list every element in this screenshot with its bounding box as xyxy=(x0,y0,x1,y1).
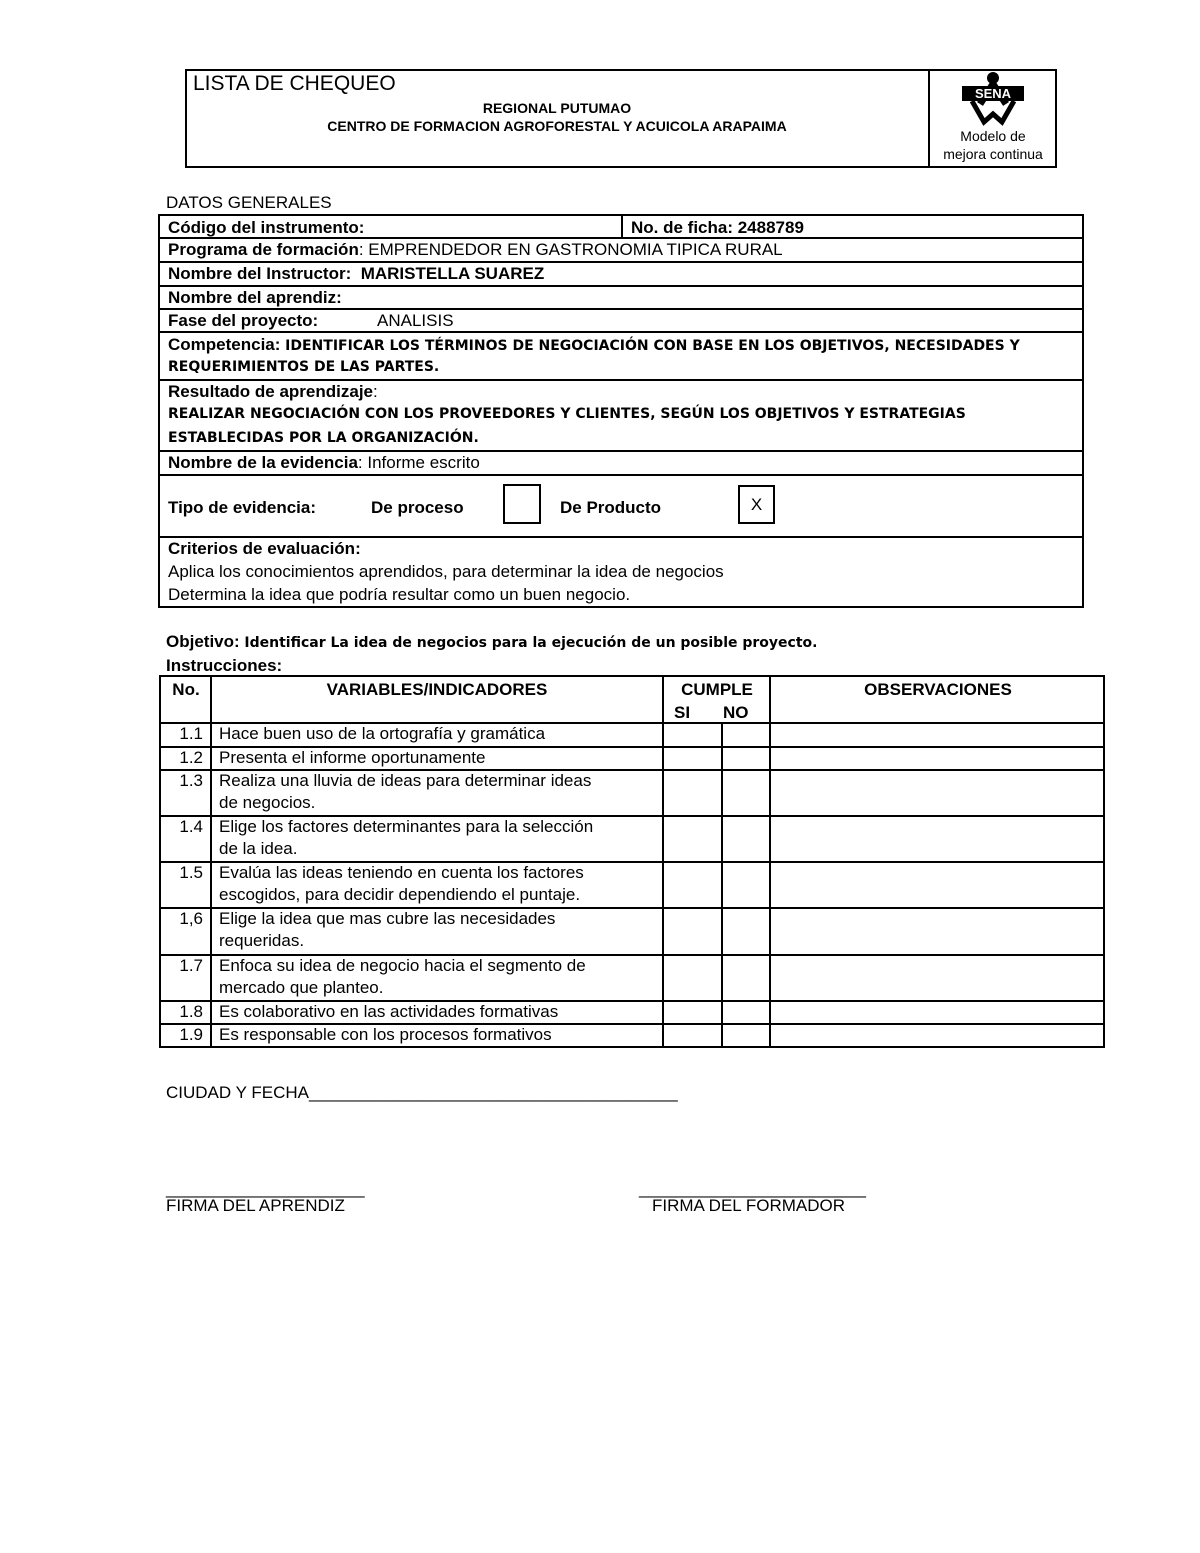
row-aprendiz xyxy=(158,287,1084,310)
indicator-text: Presenta el informe oportunamente xyxy=(219,748,486,767)
col-header-no-sub: NO xyxy=(723,703,749,722)
competencia-text: IDENTIFICAR LOS TÉRMINOS DE NEGOCIACIÓN CON BASE EN LOS OBJETIVOS, NECESIDADES Y xyxy=(285,338,1020,354)
indicator-text: de la idea. xyxy=(219,839,298,858)
observaciones-cell[interactable] xyxy=(771,862,1103,906)
firma-formador-label: FIRMA DEL FORMADOR xyxy=(652,1196,845,1215)
indicator-text: Elige la idea que mas cubre las necesidades xyxy=(219,909,556,928)
logo-caption: mejora continua xyxy=(943,146,1043,162)
row-codigo xyxy=(158,214,1084,239)
indicator-text: Evalúa las ideas teniendo en cuenta los factores xyxy=(219,863,584,882)
observaciones-cell[interactable] xyxy=(771,747,1103,768)
si-cell[interactable] xyxy=(664,862,721,906)
firma-aprendiz-line: _____________________ xyxy=(166,1179,365,1198)
criterio-item: Determina la idea que podría resultar como un buen negocio. xyxy=(168,585,631,604)
indicator-text: Enfoca su idea de negocio hacia el segmento de xyxy=(219,956,586,975)
observaciones-cell[interactable] xyxy=(771,1024,1103,1046)
row-evidencia xyxy=(158,452,1084,476)
section-title: DATOS GENERALES xyxy=(166,193,332,212)
si-cell[interactable] xyxy=(664,816,721,860)
proceso-checkbox[interactable] xyxy=(503,484,541,524)
fase-label: Fase del proyecto: xyxy=(168,311,319,330)
indicator-text: Es responsable con los procesos formativos xyxy=(219,1025,552,1044)
row-number: 1,6 xyxy=(179,909,203,928)
row-resultado xyxy=(158,381,1084,452)
row-number: 1.9 xyxy=(179,1025,203,1044)
programa-label: Programa de formación xyxy=(168,240,359,259)
observaciones-cell[interactable] xyxy=(771,816,1103,860)
resultado-label: Resultado de aprendizaje xyxy=(168,382,373,401)
objetivo-label: Objetivo: xyxy=(166,632,240,651)
indicator-text: Realiza una lluvia de ideas para determinar ideas xyxy=(219,771,592,790)
si-cell[interactable] xyxy=(664,747,721,768)
producto-label: De Producto xyxy=(560,498,662,517)
observaciones-cell[interactable] xyxy=(771,723,1103,745)
row-number: 1.1 xyxy=(179,724,203,743)
no-cell[interactable] xyxy=(723,816,769,860)
col-header-observaciones: OBSERVACIONES xyxy=(864,680,1012,699)
firma-aprendiz-label: FIRMA DEL APRENDIZ xyxy=(166,1196,345,1215)
competencia-text: REQUERIMIENTOS DE LAS PARTES. xyxy=(168,359,440,375)
row-fase xyxy=(158,310,1084,333)
si-cell[interactable] xyxy=(664,1024,721,1046)
resultado-colon: : xyxy=(373,382,378,401)
logo-text: SENA xyxy=(974,86,1012,101)
codigo-label: Código del instrumento: xyxy=(168,218,365,237)
no-cell[interactable] xyxy=(723,1024,769,1046)
row-number: 1.8 xyxy=(179,1002,203,1021)
observaciones-cell[interactable] xyxy=(771,955,1103,999)
resultado-text: REALIZAR NEGOCIACIÓN CON LOS PROVEEDORES Y CLIENTES, SEGÚN LOS OBJETIVOS Y ESTRATEGIAS xyxy=(168,406,966,422)
si-cell[interactable] xyxy=(664,908,721,953)
document-title: LISTA DE CHEQUEO xyxy=(193,72,396,95)
indicator-text: Es colaborativo en las actividades formativas xyxy=(219,1002,559,1021)
col-header-no: No. xyxy=(172,680,200,699)
criterios-label: Criterios de evaluación: xyxy=(168,539,361,558)
no-cell[interactable] xyxy=(723,747,769,768)
row-programa xyxy=(158,239,1084,263)
instructor-value: MARISTELLA SUAREZ xyxy=(360,264,545,283)
firma-formador-line: ________________________ xyxy=(639,1179,866,1198)
col-header-variables: VARIABLES/INDICADORES xyxy=(326,680,548,699)
criterio-item: Aplica los conocimientos aprendidos, para determinar la idea de negocios xyxy=(168,562,724,581)
indicator-text: Hace buen uso de la ortografía y gramática xyxy=(219,724,546,743)
indicator-text: requeridas. xyxy=(219,931,305,950)
si-cell[interactable] xyxy=(664,770,721,814)
observaciones-cell[interactable] xyxy=(771,770,1103,814)
si-cell[interactable] xyxy=(664,1001,721,1022)
programa-value: : EMPRENDEDOR EN GASTRONOMIA TIPICA RURAL xyxy=(358,240,783,259)
indicator-text: escogidos, para decidir dependiendo el puntaje. xyxy=(219,885,581,904)
aprendiz-label: Nombre del aprendiz: xyxy=(168,288,342,307)
no-cell[interactable] xyxy=(723,955,769,999)
proceso-label: De proceso xyxy=(371,498,464,517)
row-number: 1.3 xyxy=(179,771,203,790)
observaciones-cell[interactable] xyxy=(771,1001,1103,1022)
row-instructor xyxy=(158,263,1084,287)
row-number: 1.2 xyxy=(179,748,203,767)
no-cell[interactable] xyxy=(723,770,769,814)
no-cell[interactable] xyxy=(723,908,769,953)
row-tipo-evidencia xyxy=(158,476,1084,538)
col-header-si: SI xyxy=(674,703,691,722)
si-cell[interactable] xyxy=(664,723,721,745)
no-cell[interactable] xyxy=(723,723,769,745)
ciudad-fecha: CIUDAD Y FECHA_______________________________________ xyxy=(166,1083,678,1102)
evidencia-label: Nombre de la evidencia xyxy=(168,453,358,472)
resultado-text: ESTABLECIDAS POR LA ORGANIZACIÓN. xyxy=(168,430,479,446)
row-competencia xyxy=(158,333,1084,381)
no-cell[interactable] xyxy=(723,1001,769,1022)
instrucciones-label: Instrucciones: xyxy=(166,656,283,675)
si-cell[interactable] xyxy=(664,955,721,999)
objetivo-text: Identificar La idea de negocios para la ejecución de un posible proyecto. xyxy=(244,635,818,651)
centro-name: CENTRO DE FORMACION AGROFORESTAL Y ACUICOLA ARAPAIMA xyxy=(327,118,787,134)
row-number: 1.7 xyxy=(179,956,203,975)
producto-checkbox[interactable]: X xyxy=(738,485,775,524)
row-number: 1.5 xyxy=(179,863,203,882)
col-header-cumple: CUMPLE xyxy=(681,680,753,699)
observaciones-cell[interactable] xyxy=(771,908,1103,953)
regional-name: REGIONAL PUTUMAO xyxy=(482,100,632,116)
instructor-label: Nombre del Instructor: xyxy=(168,264,352,283)
sena-logo xyxy=(958,70,1028,128)
competencia-label: Competencia: xyxy=(168,335,281,354)
tipo-label: Tipo de evidencia: xyxy=(168,498,317,517)
row-number: 1.4 xyxy=(179,817,203,836)
ficha-value: No. de ficha: 2488789 xyxy=(631,218,804,237)
evidencia-value: : Informe escrito xyxy=(357,453,480,472)
indicator-text: de negocios. xyxy=(219,793,316,812)
logo-caption: Modelo de xyxy=(960,128,1026,144)
fase-value: ANALISIS xyxy=(377,311,454,330)
objetivo xyxy=(166,632,817,652)
no-cell[interactable] xyxy=(723,862,769,906)
row-criterios xyxy=(158,538,1084,608)
indicator-text: Elige los factores determinantes para la selección xyxy=(219,817,594,836)
row-divider xyxy=(621,216,623,239)
indicator-text: mercado que planteo. xyxy=(219,978,384,997)
